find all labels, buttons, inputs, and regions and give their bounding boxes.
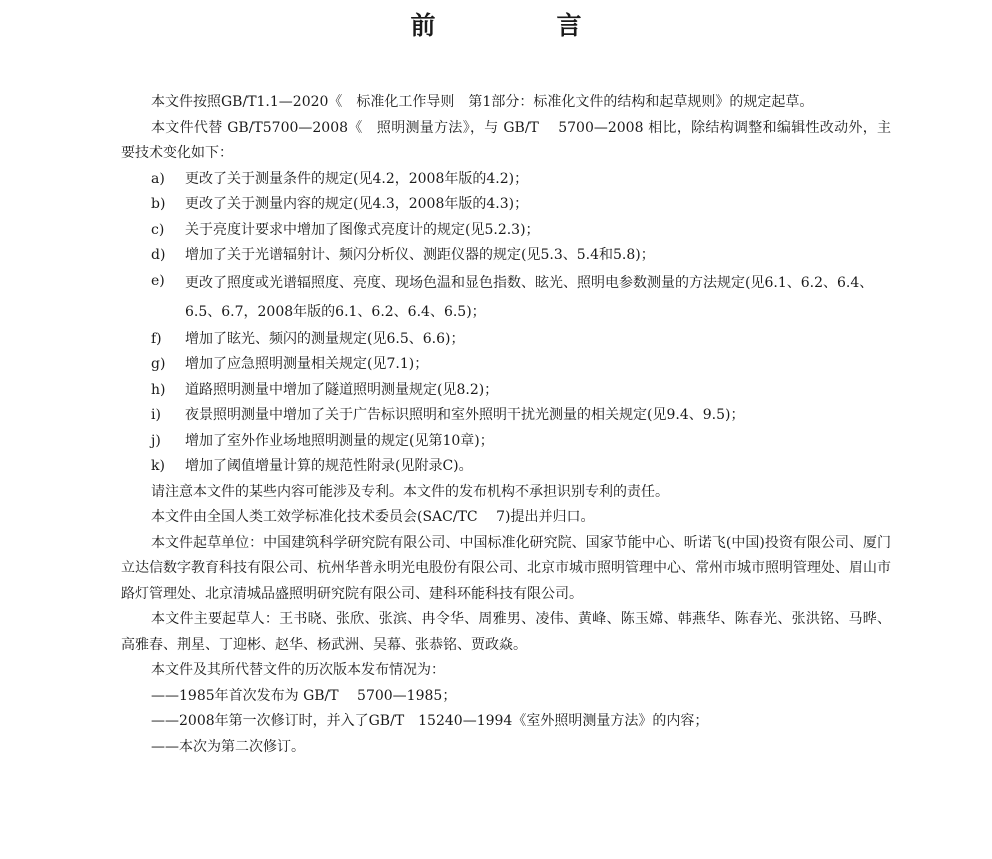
list-item: h) 道路照明测量中增加了隧道照明测量规定(见8.2)； [151, 381, 499, 398]
list-item: c) 关于亮度计要求中增加了图像式亮度计的规定(见5.2.3)； [151, 221, 540, 238]
list-item: f) 增加了眩光、频闪的测量规定(见6.5、6.6)； [151, 330, 465, 347]
list-item: b) 更改了关于测量内容的规定(见4.3，2008年版的4.3)； [151, 196, 529, 212]
paragraph-replacement: 本文件代替 GB/T5700—2008《 照明测量方法》，与 GB/T 5700—2008 相比，除结构调整和编辑性改动外，主要技术变化如下： [121, 119, 891, 161]
paragraph-history-intro: 本文件及其所代替文件的历次版本发布情况为： [151, 662, 445, 678]
list-item: g) 增加了应急照明测量相关规定(见7.1)； [151, 356, 429, 372]
paragraph-committee: 本文件由全国人类工效学标准化技术委员会(SAC/TC 7)提出并归口。 [151, 509, 595, 525]
paragraph-drafters: 本文件主要起草人：王书晓、张欣、张滨、冉令华、周雅男、凌伟、黄峰、陈玉嫦、韩燕华、陈春光、张洪铭、马晔、高雅春、荆星、丁迎彬、赵华、杨武洲、吴幕、张恭铭、贾政焱。 [121, 611, 891, 653]
paragraph-drafting-rules: 本文件按照GB/T1.1—2020《 标准化工作导则 第1部分：标准化文件的结构和起草规则》的规定起草。 [151, 94, 814, 110]
list-item: k) 增加了阈值增量计算的规范性附录(见附录C)。 [151, 458, 473, 474]
list-item: j) 增加了室外作业场地照明测量的规定(见第10章)； [151, 432, 494, 449]
history-item: ——本次为第二次修订。 [151, 738, 305, 755]
history-item: ——1985年首次发布为 GB/T 5700—1985； [151, 687, 457, 704]
history-item: ——2008年第一次修订时，并入了GB/T 15240—1994《室外照明测量方法》的内容； [151, 713, 709, 729]
page-title: 前 言 [410, 11, 630, 40]
foreword-body [121, 90, 891, 760]
list-item: d) 增加了关于光谱辐射计、频闪分析仪、测距仪器的规定(见5.3、5.4和5.8)； [151, 247, 655, 263]
list-item: e) 更改了照度或光谱辐照度、亮度、现场色温和显色指数、眩光、照明电参数测量的方法规定(见6.1、6.2、6.4、6.5、6.7，2008年版的6.1、6.2、6.4、6.5)； [151, 272, 874, 320]
paragraph-patent-notice: 请注意本文件的某些内容可能涉及专利。本文件的发布机构不承担识别专利的责任。 [151, 483, 669, 500]
list-item: a) 更改了关于测量条件的规定(见4.2，2008年版的4.2)； [151, 170, 529, 187]
paragraph-drafting-units: 本文件起草单位：中国建筑科学研究院有限公司、中国标准化研究院、国家节能中心、昕诺飞(中国)投资有限公司、厦门立达信数字教育科技有限公司、杭州华普永明光电股份有限公司、北京市城市照明管理中心、常州市城市照明管理处、眉山市路灯管理处、北京清城品盛照明研究院有限公司、建科环能科技有限公司。 [121, 534, 891, 602]
list-item: i) 夜景照明测量中增加了关于广告标识照明和室外照明干扰光测量的相关规定(见9.4、9.5)； [151, 407, 745, 423]
